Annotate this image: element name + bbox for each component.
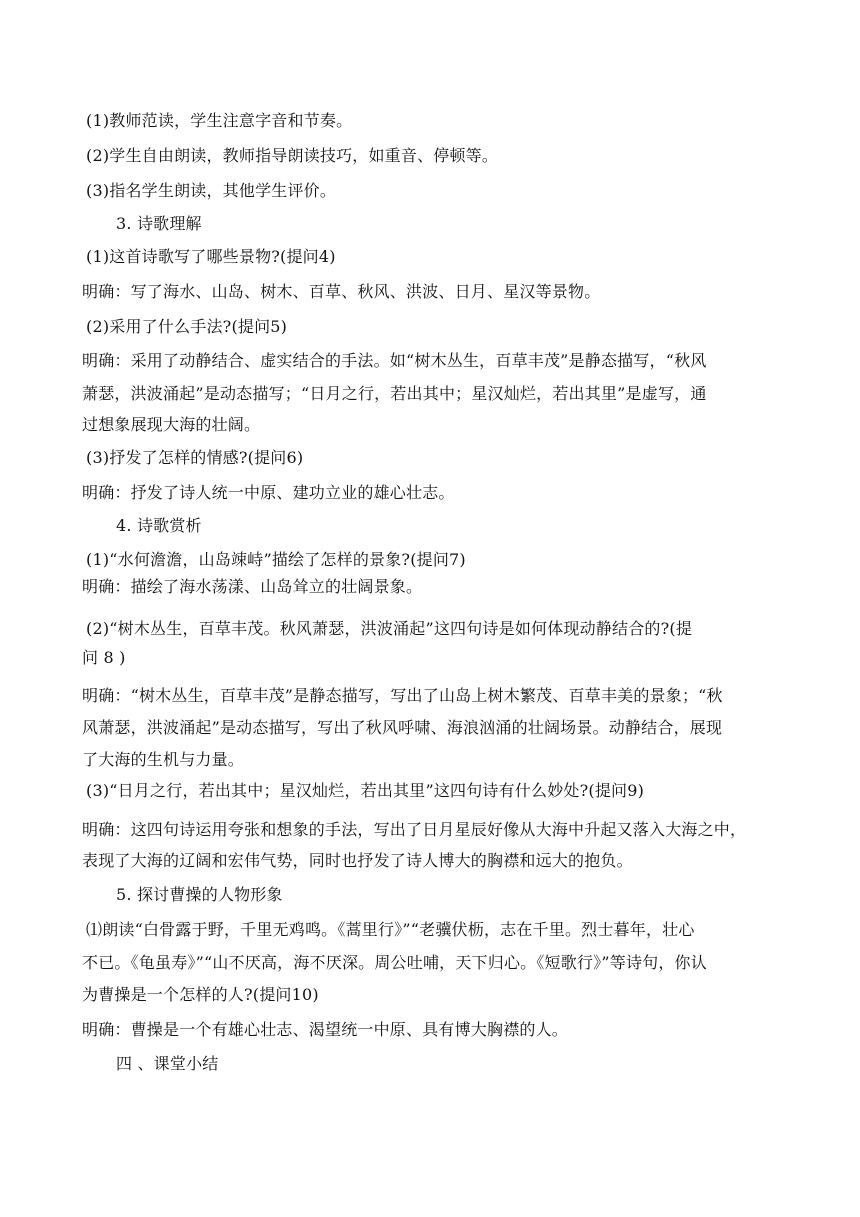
- text-line: (2)学生自由朗读，教师指导朗读技巧，如重音、停顿等。: [86, 146, 499, 165]
- answer-line: 明确：曹操是一个有雄心壮志、渴望统一中原、具有博大胸襟的人。: [82, 1020, 569, 1039]
- answer-line: 明确：描绘了海水荡漾、山岛耸立的壮阔景象。: [82, 577, 423, 596]
- answer-line: 风萧瑟，洪波涌起”是动态描写，写出了秋风呼啸、海浪汹涌的壮阔场景。动静结合，展现: [82, 718, 723, 737]
- question-line: (3)“日月之行，若出其中；星汉灿烂，若出其里”这四句诗有什么妙处?(提问9): [86, 781, 645, 800]
- answer-line: 表现了大海的辽阔和宏伟气势，同时也抒发了诗人博大的胸襟和远大的抱负。: [82, 851, 633, 870]
- question-line: (1)“水何澹澹，山岛竦峙”描绘了怎样的景象?(提问7): [86, 550, 466, 569]
- answer-line: 明确：“树木丛生，百草丰茂”是静态描写，写出了山岛上树木繁茂、百草丰美的景象；“秋: [82, 686, 723, 705]
- answer-line: 明确：写了海水、山岛、树木、百草、秋风、洪波、日月、星汉等景物。: [82, 282, 601, 301]
- answer-line: 明确：抒发了诗人统一中原、建功立业的雄心壮志。: [82, 483, 455, 502]
- answer-line: 明确：采用了动静结合、虚实结合的手法。如“树木丛生，百草丰茂”是静态描写，“秋风: [82, 351, 707, 370]
- section-heading: 3. 诗歌理解: [116, 214, 202, 233]
- answer-line: 过想象展现大海的壮阔。: [82, 415, 261, 434]
- question-line: (1)这首诗歌写了哪些景物?(提问4): [86, 247, 336, 266]
- section-heading: 5. 探讨曹操的人物形象: [116, 885, 283, 904]
- question-line: ⑴朗读“白骨露于野，千里无鸡鸣。《蒿里行》”“老骥伏枥，志在千里。烈士暮年，壮心: [86, 920, 695, 939]
- question-line: 问 8 ): [82, 648, 126, 667]
- question-line: 为曹操是一个怎样的人?(提问10): [82, 985, 319, 1004]
- text-line: (1)教师范读，学生注意字音和节奏。: [86, 111, 353, 130]
- answer-line: 明确：这四句诗运用夸张和想象的手法，写出了日月星辰好像从大海中升起又落入大海之中，: [82, 820, 747, 839]
- question-line: 不已。《龟虽寿》”“山不厌高，海不厌深。周公吐哺，天下归心。《短歌行》”等诗句，你认: [82, 953, 707, 972]
- section-heading: 四 、课堂小结: [116, 1054, 219, 1073]
- question-line: (2)采用了什么手法?(提问5): [86, 317, 288, 336]
- question-line: (3)抒发了怎样的情感?(提问6): [86, 448, 304, 467]
- question-line: (2)“树木丛生，百草丰茂。秋风萧瑟，洪波涌起”这四句诗是如何体现动静结合的?(提: [86, 619, 693, 638]
- answer-line: 了大海的生机与力量。: [82, 750, 245, 769]
- answer-line: 萧瑟，洪波涌起”是动态描写；“日月之行，若出其中；星汉灿烂，若出其里”是虚写，通: [82, 384, 707, 403]
- section-heading: 4. 诗歌赏析: [116, 516, 202, 535]
- text-line: (3)指名学生朗读，其他学生评价。: [86, 181, 337, 200]
